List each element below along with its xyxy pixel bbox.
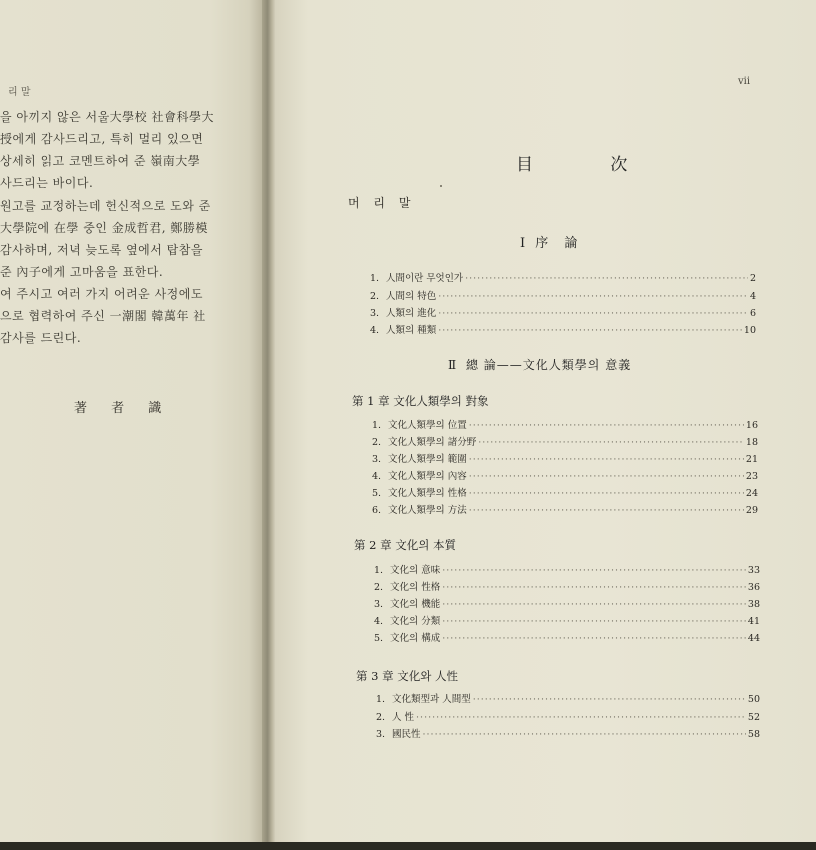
- entry-title: 文化의 機能: [390, 599, 441, 610]
- entry-number: 3.: [376, 729, 386, 740]
- left-page: [0, 0, 262, 850]
- entry-title: 人間이란 무엇인가: [386, 273, 464, 284]
- entry-page: 4: [749, 291, 756, 302]
- part2-title: 總 論——文化人類學의 意義: [465, 358, 632, 372]
- leader-dots: [465, 273, 748, 284]
- entry-page: 29: [745, 505, 758, 516]
- leader-dots: [442, 633, 746, 644]
- paper-speck: [440, 185, 442, 187]
- leader-dots: [469, 488, 744, 499]
- entry-page: 33: [747, 565, 760, 576]
- page-folio: vii: [738, 76, 751, 87]
- leader-dots: [442, 565, 746, 576]
- entry-number: 1.: [372, 420, 382, 431]
- entry-title: 文化의 構成: [390, 633, 441, 644]
- entry-page: 50: [747, 694, 760, 705]
- entry-page: 38: [747, 599, 760, 610]
- toc-entry: [372, 485, 758, 499]
- toc-entry: [370, 288, 756, 302]
- part2-numeral: Ⅱ: [448, 358, 457, 372]
- toc-entry: [372, 417, 758, 431]
- entry-number: 4.: [370, 325, 380, 336]
- entry-page: 36: [747, 582, 760, 593]
- entry-title: 文化의 意味: [390, 565, 441, 576]
- toc-entry: [370, 305, 756, 319]
- entry-page: 16: [745, 420, 758, 431]
- entry-number: 1.: [374, 565, 384, 576]
- entry-title: 文化人類學의 內容: [388, 471, 467, 482]
- leader-dots: [469, 454, 744, 465]
- preface-line: 大學院에 在學 중인 金成哲君, 鄭勝模: [0, 221, 208, 235]
- book-gutter: [262, 0, 276, 850]
- entry-page: 23: [745, 471, 758, 482]
- preface-line: 사드리는 바이다.: [0, 176, 94, 190]
- entry-title: 文化人類學의 範圍: [388, 454, 467, 465]
- toc-entry: [376, 726, 760, 740]
- entry-number: 3.: [370, 308, 380, 319]
- part1-title: 序 論: [535, 236, 584, 251]
- preface-line: 감사하며, 저녁 늦도록 옆에서 탑참을: [0, 243, 203, 257]
- entry-page: 21: [745, 454, 758, 465]
- preface-line: 여 주시고 여러 가지 어려운 사정에도: [0, 287, 203, 301]
- toc-entry: [376, 691, 760, 705]
- entry-title: 國民性: [392, 729, 421, 740]
- entry-page: 58: [747, 729, 760, 740]
- entry-page: 2: [749, 273, 756, 284]
- author-signature: 著 者 識: [74, 401, 172, 416]
- entry-title: 文化類型과 人間型: [392, 694, 471, 705]
- entry-number: 1.: [376, 694, 386, 705]
- toc-entry: [374, 579, 760, 593]
- toc-entry: [370, 270, 756, 284]
- preface-line: 으로 협력하여 주신 一潮閣 韓萬年 社: [0, 309, 206, 323]
- chapter1-heading: 第 1 章 文化人類學의 對象: [352, 394, 489, 408]
- toc-entry: [376, 709, 760, 723]
- entry-title: 文化의 分類: [390, 616, 441, 627]
- entry-title: 文化人類學의 諸分野: [388, 437, 477, 448]
- leader-dots: [423, 729, 746, 740]
- entry-title: 文化人類學의 性格: [388, 488, 467, 499]
- chapter2-heading: 第 2 章 文化의 本質: [354, 538, 457, 552]
- leader-dots: [438, 325, 742, 336]
- entry-title: 文化人類學의 位置: [388, 420, 467, 431]
- part2-heading: [448, 356, 631, 373]
- leader-dots: [469, 420, 744, 431]
- entry-title: 人類의 進化: [386, 308, 437, 319]
- entry-page: 10: [743, 325, 756, 336]
- scan-edge: [0, 842, 816, 850]
- leader-dots: [442, 599, 746, 610]
- preface-line: 授에게 감사드리고, 특히 멀리 있으면: [0, 132, 204, 146]
- entry-number: 2.: [372, 437, 382, 448]
- entry-page: 18: [745, 437, 758, 448]
- entry-number: 2.: [374, 582, 384, 593]
- entry-title: 人間의 特色: [386, 291, 437, 302]
- entry-title: 文化人類學의 方法: [388, 505, 467, 516]
- entry-title: 人類의 種類: [386, 325, 437, 336]
- leader-dots: [438, 308, 748, 319]
- preface-line: 상세히 읽고 코멘트하여 준 嶺南大學: [0, 154, 201, 168]
- entry-number: 3.: [372, 454, 382, 465]
- entry-page: 24: [745, 488, 758, 499]
- toc-entry: [370, 322, 756, 336]
- entry-number: 2.: [370, 291, 380, 302]
- entry-page: 6: [749, 308, 756, 319]
- toc-entry: [372, 434, 758, 448]
- preface-line: 준 內子에게 고마움을 표한다.: [0, 265, 164, 279]
- running-head: 리 말: [8, 87, 31, 98]
- entry-number: 3.: [374, 599, 384, 610]
- leader-dots: [438, 291, 748, 302]
- toc-entry: [372, 451, 758, 465]
- right-page: [276, 0, 816, 850]
- toc-entry: [374, 630, 760, 644]
- preface-line: 감사를 드린다.: [0, 331, 82, 345]
- toc-entry: [372, 502, 758, 516]
- entry-number: 5.: [372, 488, 382, 499]
- entry-number: 4.: [372, 471, 382, 482]
- leader-dots: [478, 437, 744, 448]
- toc-entry: [374, 562, 760, 576]
- part1-heading: [520, 232, 583, 251]
- toc-entry: [374, 596, 760, 610]
- entry-number: 5.: [374, 633, 384, 644]
- leader-dots: [416, 712, 746, 723]
- leader-dots: [469, 505, 744, 516]
- entry-page: 44: [747, 633, 760, 644]
- part1-numeral: Ⅰ: [520, 236, 526, 251]
- leader-dots: [473, 694, 746, 705]
- entry-page: 52: [747, 712, 760, 723]
- entry-page: 41: [747, 616, 760, 627]
- leader-dots: [442, 582, 746, 593]
- entry-number: 2.: [376, 712, 386, 723]
- leader-dots: [442, 616, 746, 627]
- preface-line: 원고를 교정하는데 헌신적으로 도와 준: [0, 199, 211, 213]
- toc-entry: [372, 468, 758, 482]
- preface-line: 을 아끼지 않은 서울大學校 社會科學大: [0, 110, 214, 124]
- entry-number: 1.: [370, 273, 380, 284]
- toc-title: 目 次: [516, 155, 664, 175]
- entry-number: 4.: [374, 616, 384, 627]
- chapter3-heading: 第 3 章 文化와 人性: [356, 669, 459, 683]
- entry-number: 6.: [372, 505, 382, 516]
- entry-title: 文化의 性格: [390, 582, 441, 593]
- toc-entry: [374, 613, 760, 627]
- leader-dots: [469, 471, 744, 482]
- entry-title: 人 性: [392, 712, 415, 723]
- toc-preface: 머 리 말: [348, 196, 416, 210]
